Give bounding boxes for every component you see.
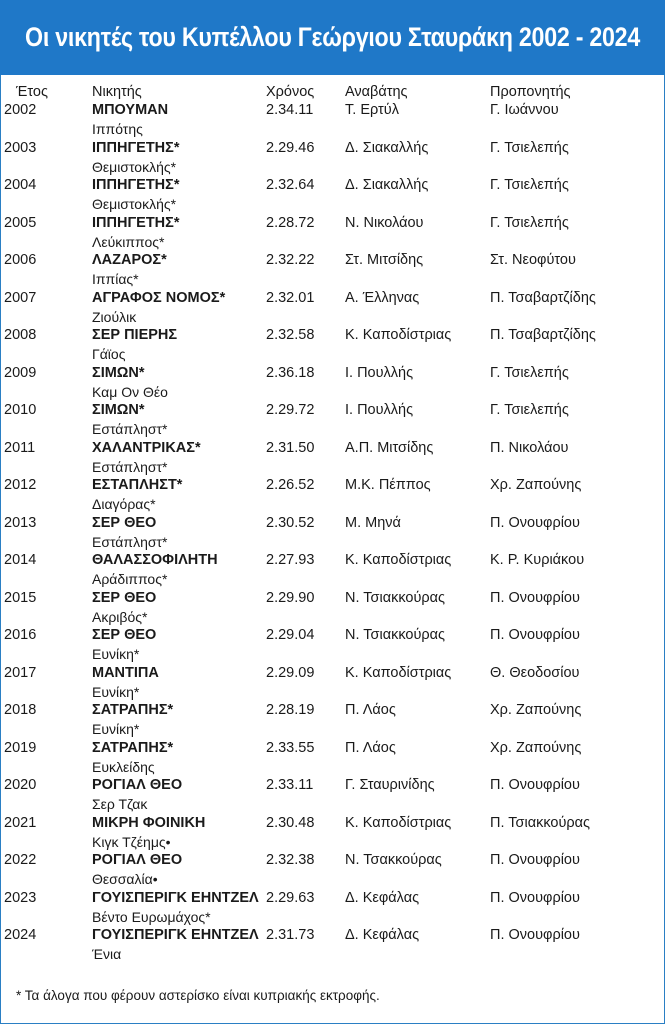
year-cell: 2019	[4, 739, 37, 756]
table-row	[0, 290, 665, 328]
time-cell: 2.29.63	[266, 889, 315, 906]
sire-cell: Εστάπληστ*	[92, 421, 168, 437]
winner-cell: ΡΟΓΙΑΛ ΘΕΟ	[92, 777, 183, 793]
jockey-cell: Μ. Μηνά	[345, 514, 401, 531]
trainer-cell: Π. Νικολάου	[490, 439, 569, 456]
year-cell: 2008	[4, 327, 37, 343]
jockey-cell: Δ. Σιακαλλής	[345, 177, 429, 193]
winner-cell: ΜΠΟΥΜΑΝ	[92, 102, 169, 118]
winner-cell: ΕΣΤΑΠΛΗΣΤ*	[92, 477, 183, 493]
time-cell: 2.29.90	[266, 589, 315, 606]
sire-cell: Αράδιππος*	[92, 571, 168, 587]
year-cell: 2004	[4, 177, 37, 193]
year-cell: 2023	[4, 889, 37, 906]
sire-cell: Ζιούλικ	[92, 308, 137, 325]
table-row	[0, 477, 665, 515]
trainer-cell: Π. Ονουφρίου	[490, 852, 580, 868]
winner-cell: ΣΑΤΡΑΠΗΣ*	[92, 702, 174, 718]
header-jockey: Αναβάτης	[345, 84, 408, 100]
jockey-cell: Κ. Καποδίστριας	[345, 664, 452, 681]
sire-cell: Ιππότης	[92, 121, 143, 137]
time-cell: 2.30.48	[266, 814, 315, 831]
trainer-cell: Γ. Τσιελεπής	[490, 402, 569, 418]
time-cell: 2.31.50	[266, 439, 315, 456]
jockey-cell: Ν. Τσακκούρας	[345, 852, 442, 868]
trainer-cell: Γ. Τσιελεπής	[490, 364, 569, 381]
jockey-cell: Ν. Τσιακκούρας	[345, 627, 446, 643]
time-cell: 2.33.55	[266, 739, 315, 756]
trainer-cell: Π. Ονουφρίου	[490, 777, 580, 793]
table-row	[0, 702, 665, 740]
jockey-cell: Στ. Μιτσίδης	[345, 252, 424, 268]
year-cell: 2015	[4, 589, 37, 606]
time-cell: 2.31.73	[266, 927, 315, 943]
year-cell: 2021	[4, 814, 37, 831]
table-row	[0, 552, 665, 590]
time-cell: 2.28.19	[266, 702, 315, 718]
trainer-cell: Π. Ονουφρίου	[490, 589, 580, 606]
table-row	[0, 740, 665, 778]
winner-cell: ΘΑΛΑΣΣΟΦΙΛΗΤΗ	[92, 552, 218, 568]
trainer-cell: Γ. Ιωάννου	[490, 102, 559, 118]
winner-cell: ΣΑΤΡΑΠΗΣ*	[92, 739, 174, 756]
time-cell: 2.32.58	[266, 327, 315, 343]
time-cell: 2.32.64	[266, 177, 315, 193]
jockey-cell: Δ. Κεφάλας	[345, 889, 420, 906]
jockey-cell: Κ. Καποδίστριας	[345, 327, 452, 343]
jockey-cell: Μ.Κ. Πέππος	[345, 477, 431, 493]
time-cell: 2.29.72	[266, 402, 315, 418]
winner-cell: ΛΑΖΑΡΟΣ*	[92, 252, 167, 268]
header-time: Χρόνος	[266, 84, 315, 100]
year-cell: 2018	[4, 702, 37, 718]
winner-cell: ΣΕΡ ΘΕΟ	[92, 627, 157, 643]
table-row	[0, 815, 665, 853]
table-row	[0, 177, 665, 215]
trainer-cell: Στ. Νεοφύτου	[490, 252, 576, 268]
trainer-cell: Π. Ονουφρίου	[490, 627, 580, 643]
time-cell: 2.33.11	[266, 777, 314, 793]
time-cell: 2.29.46	[266, 139, 315, 156]
sire-cell: Διαγόρας*	[92, 496, 156, 512]
time-cell: 2.27.93	[266, 552, 315, 568]
sire-cell: Εστάπληστ*	[92, 458, 168, 475]
table-row	[0, 852, 665, 890]
footnote: * Τα άλογα που φέρουν αστερίσκο είναι κυπριακής εκτροφής.	[16, 988, 380, 1003]
sire-cell: Καμ Ον Θέο	[92, 383, 168, 400]
winner-cell: ΡΟΓΙΑΛ ΘΕΟ	[92, 852, 183, 868]
sire-cell: Σερ Τζακ	[92, 796, 148, 812]
winner-cell: ΣΕΡ ΘΕΟ	[92, 589, 157, 606]
winner-cell: ΧΑΛΑΝΤΡΙΚΑΣ*	[92, 439, 201, 456]
header-year: Έτος	[16, 84, 48, 100]
table-row	[0, 590, 665, 628]
page-title: Οι νικητές του Κυπέλλου Γεώργιου Σταυράκη 2002 - 2024	[25, 22, 640, 52]
table-row	[0, 402, 665, 440]
table-row	[0, 365, 665, 403]
sire-cell: Ένια	[92, 946, 122, 962]
trainer-cell: Π. Τσιακκούρας	[490, 814, 591, 831]
sire-cell: Θεμιστοκλής*	[92, 158, 177, 175]
jockey-cell: Ν. Τσιακκούρας	[345, 589, 446, 606]
trainer-cell: Γ. Τσιελεπής	[490, 214, 569, 231]
year-cell: 2005	[4, 214, 37, 231]
jockey-cell: Δ. Κεφάλας	[345, 927, 420, 943]
trainer-cell: Γ. Τσιελεπής	[490, 177, 569, 193]
year-cell: 2016	[4, 627, 37, 643]
trainer-cell: Χρ. Ζαπούνης	[490, 477, 582, 493]
time-cell: 2.26.52	[266, 477, 315, 493]
time-cell: 2.34.11	[266, 102, 314, 118]
year-cell: 2020	[4, 777, 37, 793]
table-row	[0, 927, 665, 965]
year-cell: 2009	[4, 364, 37, 381]
table-row	[0, 777, 665, 815]
year-cell: 2017	[4, 664, 37, 681]
table-row	[0, 665, 665, 703]
sire-cell: Κιγκ Τζέημς•	[92, 833, 171, 850]
jockey-cell: Ν. Νικολάου	[345, 214, 424, 231]
jockey-cell: Ι. Πουλλής	[345, 402, 414, 418]
table-row	[0, 102, 665, 140]
sire-cell: Εστάπληστ*	[92, 533, 168, 550]
year-cell: 2013	[4, 514, 37, 531]
trainer-cell: Θ. Θεοδοσίου	[490, 664, 580, 681]
table-row	[0, 627, 665, 665]
trainer-cell: Π. Ονουφρίου	[490, 514, 580, 531]
table-row	[0, 215, 665, 253]
jockey-cell: Α. Έλληνας	[345, 289, 420, 306]
sire-cell: Βέντο Ευρωμάχος*	[92, 908, 211, 925]
jockey-cell: Π. Λάος	[345, 739, 396, 756]
trainer-cell: Γ. Τσιελεπής	[490, 139, 569, 156]
winner-cell: ΜΙΚΡΗ ΦΟΙΝΙΚΗ	[92, 814, 206, 831]
year-cell: 2014	[4, 552, 37, 568]
winner-cell: ΣΙΜΩΝ*	[92, 364, 145, 381]
table-row	[0, 327, 665, 365]
year-cell: 2003	[4, 139, 37, 156]
winner-cell: ΓΟΥΙΣΠΕΡΙΓΚ ΕΗΝΤΖΕΛ	[92, 927, 259, 943]
time-cell: 2.29.04	[266, 627, 315, 643]
time-cell: 2.36.18	[266, 364, 315, 381]
jockey-cell: Τ. Ερτύλ	[345, 102, 399, 118]
header-trainer: Προπονητής	[490, 84, 571, 100]
jockey-cell: Δ. Σιακαλλής	[345, 139, 429, 156]
jockey-cell: Γ. Σταυρινίδης	[345, 777, 435, 793]
sire-cell: Ευκλείδης	[92, 758, 155, 775]
jockey-cell: Π. Λάος	[345, 702, 396, 718]
jockey-cell: Α.Π. Μιτσίδης	[345, 439, 434, 456]
sire-cell: Ευνίκη*	[92, 683, 140, 700]
trainer-cell: Π. Τσαβαρτζίδης	[490, 327, 596, 343]
table-row	[0, 440, 665, 478]
trainer-cell: Π. Ονουφρίου	[490, 889, 580, 906]
table-row	[0, 140, 665, 178]
time-cell: 2.32.38	[266, 852, 315, 868]
table-row	[0, 890, 665, 928]
trainer-cell: Π. Ονουφρίου	[490, 927, 580, 943]
winner-cell: ΙΠΠΗΓΕΤΗΣ*	[92, 214, 180, 231]
sire-cell: Γάϊος	[92, 346, 126, 362]
sire-cell: Θεμιστοκλής*	[92, 196, 177, 212]
year-cell: 2006	[4, 252, 37, 268]
year-cell: 2007	[4, 289, 37, 306]
title-banner	[0, 0, 665, 75]
trainer-cell: Κ. Ρ. Κυριάκου	[490, 552, 585, 568]
sire-cell: Ευνίκη*	[92, 646, 140, 662]
table-row	[0, 252, 665, 290]
table-row	[0, 515, 665, 553]
sire-cell: Ιππίας*	[92, 271, 139, 287]
time-cell: 2.30.52	[266, 514, 315, 531]
sire-cell: Ακριβός*	[92, 608, 148, 625]
trainer-cell: Χρ. Ζαπούνης	[490, 739, 582, 756]
winner-cell: ΙΠΠΗΓΕΤΗΣ*	[92, 177, 180, 193]
sire-cell: Θεσσαλία•	[92, 871, 158, 887]
time-cell: 2.32.01	[266, 289, 315, 306]
time-cell: 2.28.72	[266, 214, 315, 231]
winner-cell: ΑΓΡΑΦΟΣ ΝΟΜΟΣ*	[92, 289, 226, 306]
winner-cell: ΣΕΡ ΠΙΕΡΗΣ	[92, 327, 178, 343]
year-cell: 2012	[4, 477, 37, 493]
jockey-cell: Ι. Πουλλής	[345, 364, 414, 381]
year-cell: 2011	[4, 439, 36, 456]
sire-cell: Ευνίκη*	[92, 721, 140, 737]
jockey-cell: Κ. Καποδίστριας	[345, 552, 452, 568]
winner-cell: ΣΙΜΩΝ*	[92, 402, 145, 418]
sire-cell: Λεύκιππος*	[92, 233, 165, 250]
year-cell: 2024	[4, 927, 37, 943]
winner-cell: ΙΠΠΗΓΕΤΗΣ*	[92, 139, 180, 156]
trainer-cell: Χρ. Ζαπούνης	[490, 702, 582, 718]
trainer-cell: Π. Τσαβαρτζίδης	[490, 289, 596, 306]
year-cell: 2022	[4, 852, 37, 868]
year-cell: 2010	[4, 402, 37, 418]
jockey-cell: Κ. Καποδίστριας	[345, 814, 452, 831]
time-cell: 2.32.22	[266, 252, 315, 268]
header-winner: Νικητής	[92, 84, 142, 100]
winner-cell: ΣΕΡ ΘΕΟ	[92, 514, 157, 531]
winner-cell: ΜΑΝΤΙΠΑ	[92, 664, 159, 681]
time-cell: 2.29.09	[266, 664, 315, 681]
winner-cell: ΓΟΥΙΣΠΕΡΙΓΚ ΕΗΝΤΖΕΛ	[92, 889, 259, 906]
year-cell: 2002	[4, 102, 37, 118]
